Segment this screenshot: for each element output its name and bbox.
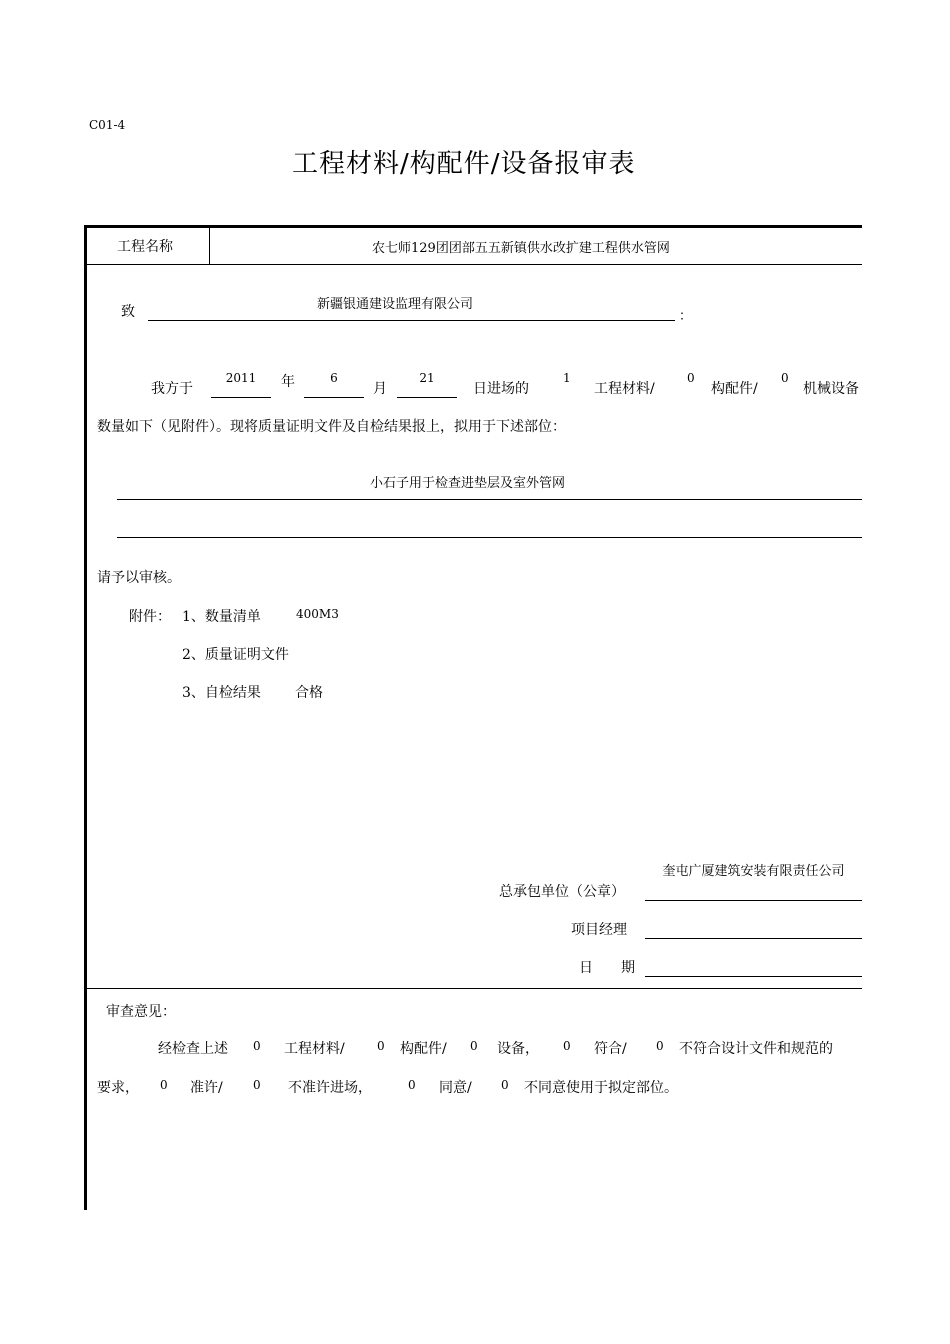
review-l1-text-a: 经检查上述	[158, 1041, 228, 1057]
attachments-label: 附件：	[129, 609, 171, 625]
entry-line2: 数量如下（见附件）。现将质量证明文件及自检结果报上，拟用于下述部位：	[97, 419, 566, 435]
review-l1-num-4: 0	[563, 1039, 571, 1053]
year-underline	[211, 397, 271, 398]
material-count: 1	[563, 371, 571, 385]
attachment-item-2: 2、质量证明文件	[182, 647, 289, 663]
date-underline	[645, 976, 862, 977]
table-top-border	[84, 225, 862, 228]
to-colon: ：	[679, 309, 693, 324]
review-l1-num-2: 0	[377, 1039, 385, 1053]
review-l1-text-f: 不符合设计文件和规范的	[679, 1041, 833, 1057]
contractor-underline	[645, 900, 862, 901]
attachment-item-3-value: 合格	[295, 685, 323, 701]
entry-day: 21	[419, 371, 435, 385]
review-l1-num-1: 0	[253, 1039, 261, 1053]
review-l1-text-c: 构配件/	[400, 1041, 447, 1057]
to-value: 新疆银通建设监理有限公司	[317, 297, 474, 312]
month-label: 月	[373, 381, 387, 397]
table-left-border	[84, 225, 87, 1210]
entry-month: 6	[330, 371, 338, 385]
review-l2-num-4: 0	[501, 1078, 509, 1092]
review-l2-text-c: 不准许进场，	[288, 1080, 372, 1096]
request-text: 请予以审核。	[97, 570, 181, 586]
attachment-item-1-value: 400M3	[296, 607, 339, 621]
component-count: 0	[687, 371, 695, 385]
project-label: 工程名称	[117, 239, 173, 255]
location-underline-1	[117, 499, 862, 500]
review-l2-num-1: 0	[160, 1078, 168, 1092]
review-l2-num-2: 0	[253, 1078, 261, 1092]
attachment-item-3: 3、自检结果	[182, 685, 261, 701]
equipment-count: 0	[781, 371, 789, 385]
attachment-item-1: 1、数量清单	[182, 609, 261, 625]
review-l1-text-b: 工程材料/	[284, 1041, 345, 1057]
review-l1-text-d: 设备，	[497, 1041, 539, 1057]
to-label: 致	[121, 304, 135, 320]
entry-year: 2011	[225, 371, 257, 385]
manager-label: 项目经理	[571, 922, 627, 938]
review-l2-text-d: 同意/	[439, 1080, 472, 1096]
manager-underline	[645, 938, 862, 939]
component-label: 构配件/	[711, 381, 758, 397]
review-l2-text-e: 不同意使用于拟定部位。	[524, 1080, 678, 1096]
form-code: C01-4	[89, 118, 126, 132]
equipment-label: 机械设备	[803, 381, 859, 397]
date-label: 日 期	[579, 960, 635, 976]
page-title: 工程材料/构配件/设备报审表	[292, 149, 636, 179]
review-l1-num-5: 0	[656, 1039, 664, 1053]
review-l1-num-3: 0	[470, 1039, 478, 1053]
location-value: 小石子用于检查进垫层及室外管网	[370, 476, 566, 491]
day-underline	[397, 397, 457, 398]
header-bottom-border	[86, 264, 862, 265]
review-l2-num-3: 0	[408, 1078, 416, 1092]
month-underline	[304, 397, 364, 398]
to-underline	[148, 320, 675, 321]
material-label: 工程材料/	[594, 381, 655, 397]
contractor-label: 总承包单位（公章）	[499, 884, 625, 900]
review-top-border	[86, 988, 862, 989]
entry-prefix: 我方于	[151, 381, 193, 397]
day-label: 日进场的	[473, 381, 529, 397]
location-underline-2	[117, 537, 862, 538]
header-divider	[209, 227, 210, 264]
review-label: 审查意见：	[106, 1004, 176, 1020]
review-l2-text-b: 准许/	[190, 1080, 223, 1096]
contractor-value: 奎屯广厦建筑安装有限责任公司	[662, 864, 845, 879]
review-l2-text-a: 要求，	[97, 1080, 139, 1096]
year-label: 年	[281, 374, 295, 390]
review-l1-text-e: 符合/	[594, 1041, 627, 1057]
project-value: 农七师129团团部五五新镇供水改扩建工程供水管网	[372, 241, 670, 256]
